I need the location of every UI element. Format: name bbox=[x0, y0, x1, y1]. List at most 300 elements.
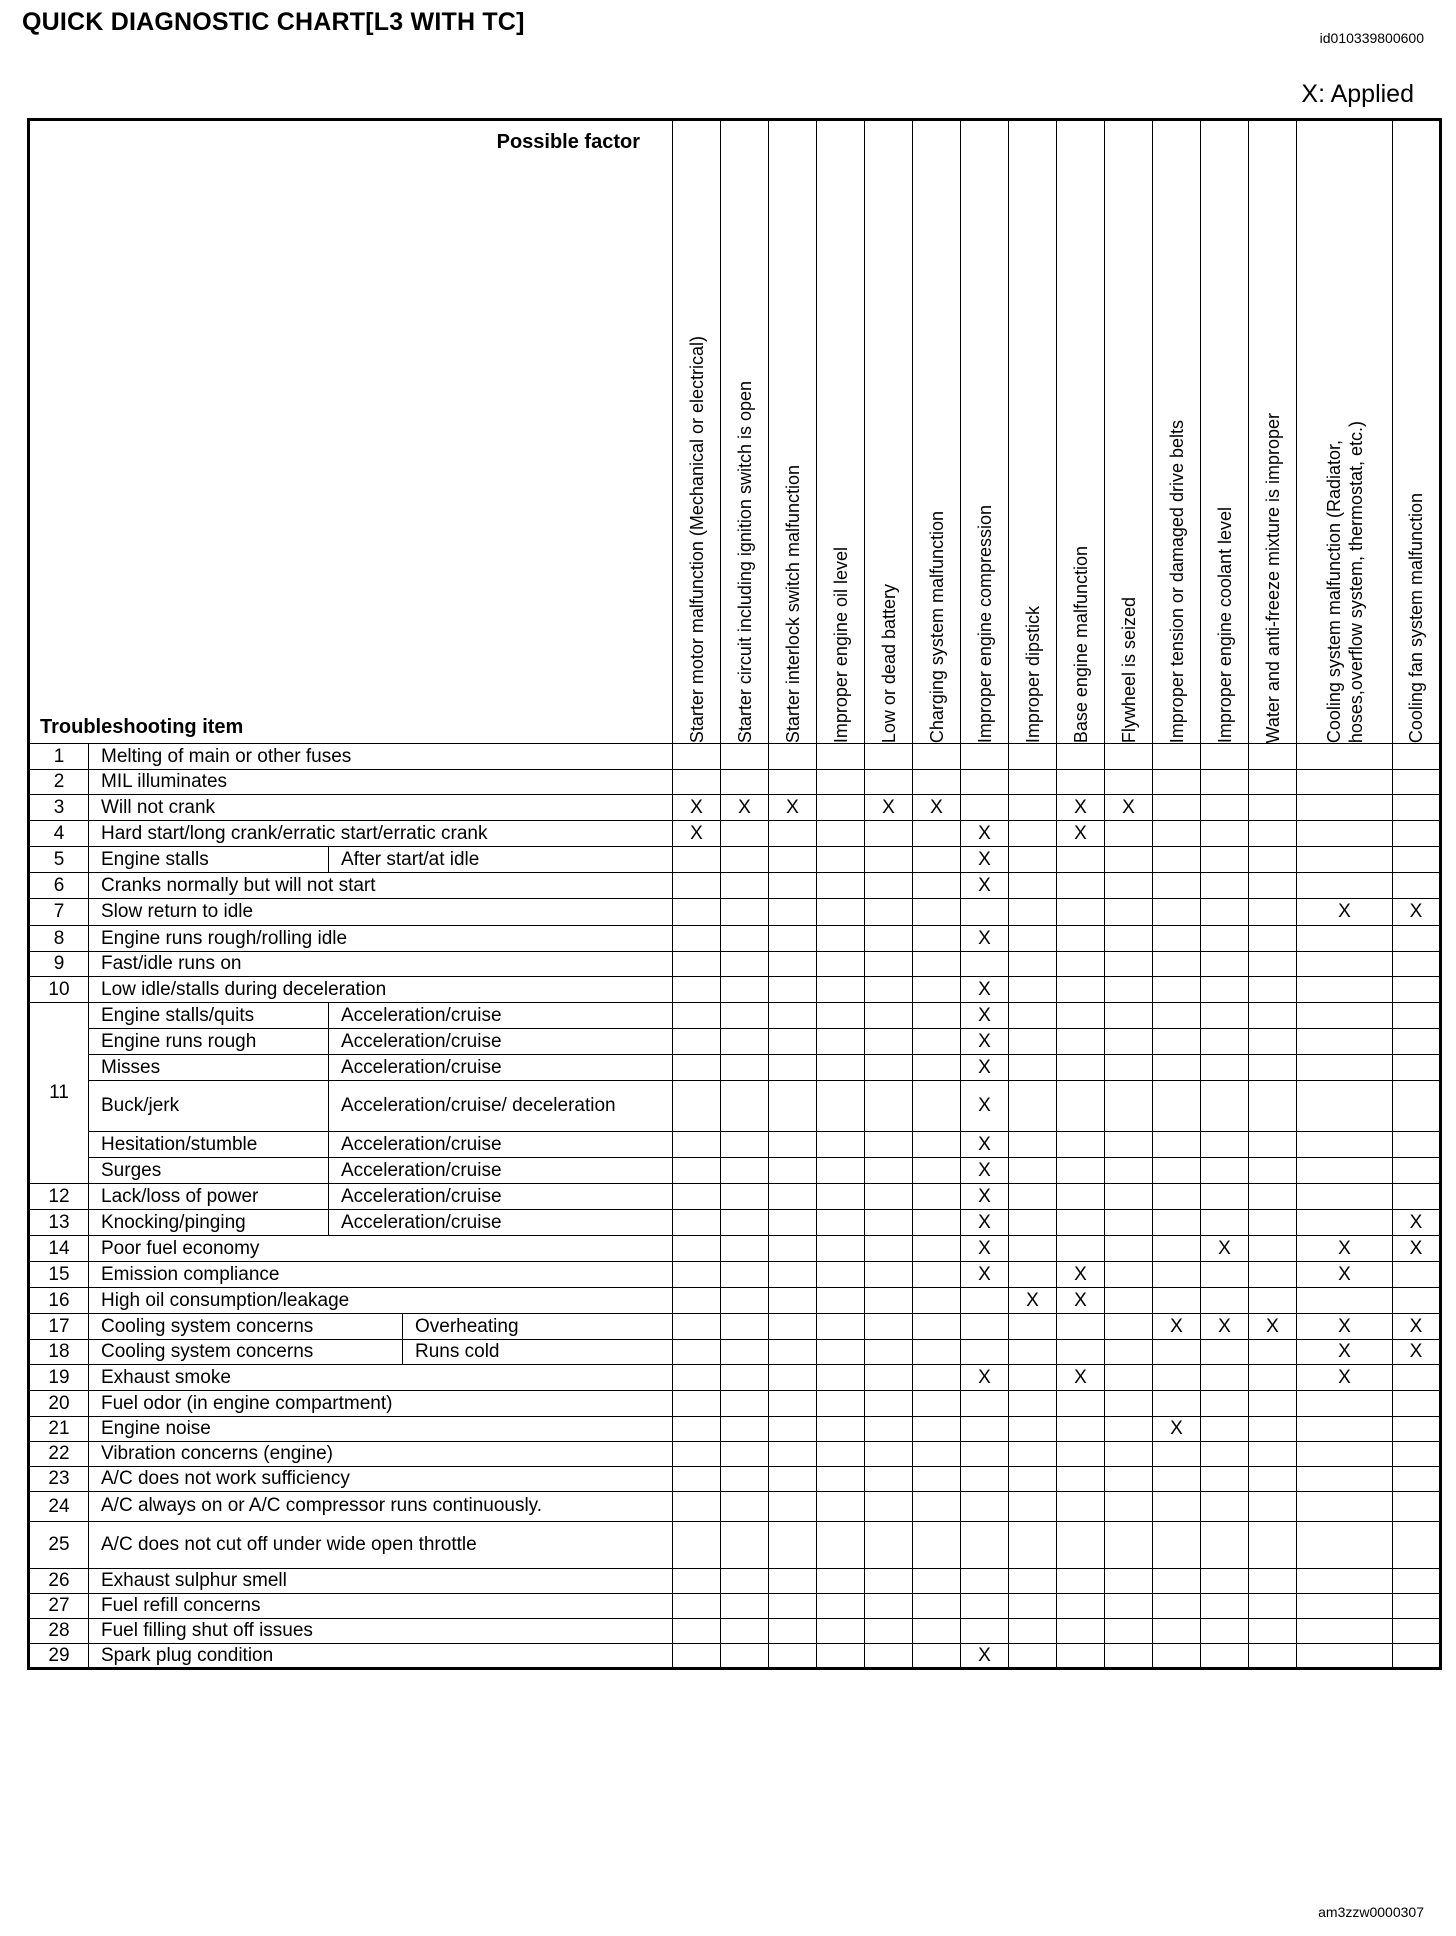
applied-mark: X bbox=[961, 821, 1009, 847]
factor-cell bbox=[1057, 1594, 1105, 1619]
factor-cell bbox=[769, 744, 817, 770]
header-corner-cell bbox=[29, 120, 673, 744]
factor-cell bbox=[817, 1365, 865, 1391]
applied-mark: X bbox=[721, 795, 769, 821]
diagnostic-chart-table bbox=[27, 118, 1442, 1670]
factor-cell bbox=[1297, 1029, 1393, 1055]
factor-cell bbox=[865, 1003, 913, 1029]
factor-cell bbox=[1153, 1236, 1201, 1262]
factor-cell bbox=[1105, 744, 1153, 770]
factor-cell bbox=[1393, 1055, 1441, 1081]
factor-cell bbox=[1393, 1594, 1441, 1619]
factor-cell bbox=[1153, 1619, 1201, 1644]
factor-cell bbox=[913, 1003, 961, 1029]
factor-cell bbox=[673, 873, 721, 899]
factor-cell bbox=[721, 873, 769, 899]
condition-cell: Acceleration/cruise bbox=[329, 1029, 673, 1055]
factor-cell bbox=[1393, 1417, 1441, 1442]
table-row bbox=[29, 1594, 1441, 1619]
factor-cell bbox=[1201, 847, 1249, 873]
row-number: 26 bbox=[29, 1569, 89, 1594]
factor-cell bbox=[1201, 744, 1249, 770]
factor-cell bbox=[1153, 1492, 1201, 1522]
header-row bbox=[29, 120, 1441, 744]
factor-cell bbox=[961, 1467, 1009, 1492]
factor-cell bbox=[1393, 1442, 1441, 1467]
factor-cell bbox=[1105, 1492, 1153, 1522]
factor-cell bbox=[865, 1619, 913, 1644]
factor-cell bbox=[1009, 1210, 1057, 1236]
factor-cell bbox=[1393, 1288, 1441, 1314]
factor-cell bbox=[865, 873, 913, 899]
factor-cell bbox=[1297, 926, 1393, 952]
factor-cell bbox=[721, 1210, 769, 1236]
condition-cell: Acceleration/cruise/ deceleration bbox=[329, 1081, 673, 1132]
factor-cell bbox=[721, 1081, 769, 1132]
factor-cell bbox=[721, 770, 769, 795]
factor-cell bbox=[721, 1184, 769, 1210]
factor-cell bbox=[817, 1262, 865, 1288]
factor-cell bbox=[1105, 1184, 1153, 1210]
factor-cell bbox=[1057, 1210, 1105, 1236]
factor-cell bbox=[673, 770, 721, 795]
factor-cell bbox=[721, 1467, 769, 1492]
factor-cell bbox=[721, 1417, 769, 1442]
factor-cell bbox=[817, 1467, 865, 1492]
figure-id: am3zzw0000307 bbox=[1318, 1904, 1424, 1920]
factor-cell bbox=[673, 1619, 721, 1644]
factor-cell bbox=[817, 1236, 865, 1262]
factor-cell bbox=[1297, 1132, 1393, 1158]
factor-cell bbox=[1297, 1644, 1393, 1669]
factor-cell bbox=[1105, 1391, 1153, 1417]
factor-cell bbox=[1393, 1619, 1441, 1644]
factor-cell bbox=[913, 1184, 961, 1210]
factor-cell bbox=[913, 821, 961, 847]
factor-cell bbox=[673, 744, 721, 770]
factor-cell bbox=[1057, 1003, 1105, 1029]
factor-cell bbox=[1201, 1619, 1249, 1644]
factor-cell bbox=[1057, 952, 1105, 977]
applied-mark: X bbox=[1297, 899, 1393, 926]
factor-label: Cooling system malfunction (Radiator, hoses,overflow system, thermostat, etc.) bbox=[1323, 420, 1366, 743]
factor-cell bbox=[769, 952, 817, 977]
factor-cell bbox=[1105, 977, 1153, 1003]
table-row bbox=[29, 744, 1441, 770]
applied-mark: X bbox=[1297, 1340, 1393, 1365]
troubleshooting-item: Engine runs rough bbox=[89, 1029, 329, 1055]
factor-cell bbox=[1009, 1340, 1057, 1365]
row-number: 7 bbox=[29, 899, 89, 926]
factor-cell bbox=[865, 1417, 913, 1442]
factor-cell bbox=[1201, 1522, 1249, 1569]
factor-cell bbox=[1201, 926, 1249, 952]
factor-cell bbox=[865, 1314, 913, 1340]
factor-cell bbox=[1009, 1055, 1057, 1081]
factor-cell bbox=[1009, 1262, 1057, 1288]
factor-cell bbox=[673, 1210, 721, 1236]
table-row bbox=[29, 821, 1441, 847]
factor-cell bbox=[1297, 1210, 1393, 1236]
factor-cell bbox=[1105, 899, 1153, 926]
factor-cell bbox=[865, 1365, 913, 1391]
factor-cell bbox=[913, 1391, 961, 1417]
factor-cell bbox=[1057, 1132, 1105, 1158]
factor-cell bbox=[1249, 821, 1297, 847]
troubleshooting-item: Exhaust smoke bbox=[89, 1365, 673, 1391]
factor-cell bbox=[913, 952, 961, 977]
factor-cell bbox=[1009, 1314, 1057, 1340]
factor-cell bbox=[1249, 1467, 1297, 1492]
factor-cell bbox=[673, 1081, 721, 1132]
table-row bbox=[29, 1340, 1441, 1365]
factor-cell bbox=[1393, 1522, 1441, 1569]
factor-cell bbox=[1153, 1184, 1201, 1210]
factor-cell bbox=[1153, 1391, 1201, 1417]
factor-cell bbox=[721, 1594, 769, 1619]
condition-cell: Acceleration/cruise bbox=[329, 1055, 673, 1081]
factor-cell bbox=[1153, 770, 1201, 795]
factor-cell bbox=[1249, 1569, 1297, 1594]
factor-cell bbox=[1057, 1391, 1105, 1417]
factor-cell bbox=[1009, 1492, 1057, 1522]
factor-cell bbox=[1297, 1442, 1393, 1467]
factor-label: Starter circuit including ignition switch is open bbox=[734, 380, 755, 743]
applied-mark: X bbox=[961, 1210, 1009, 1236]
factor-cell bbox=[961, 952, 1009, 977]
applied-mark: X bbox=[1153, 1314, 1201, 1340]
factor-cell bbox=[913, 1236, 961, 1262]
factor-header bbox=[769, 120, 817, 744]
applied-mark: X bbox=[1297, 1236, 1393, 1262]
factor-cell bbox=[769, 1314, 817, 1340]
factor-cell bbox=[913, 1262, 961, 1288]
applied-mark: X bbox=[1201, 1314, 1249, 1340]
factor-cell bbox=[1201, 1391, 1249, 1417]
factor-cell bbox=[1057, 1442, 1105, 1467]
factor-cell bbox=[721, 1314, 769, 1340]
factor-cell bbox=[769, 926, 817, 952]
factor-label: Low or dead battery bbox=[878, 583, 899, 743]
factor-cell bbox=[1105, 1210, 1153, 1236]
factor-cell bbox=[673, 899, 721, 926]
factor-cell bbox=[673, 1158, 721, 1184]
applied-mark: X bbox=[1057, 821, 1105, 847]
factor-cell bbox=[1009, 1391, 1057, 1417]
factor-cell bbox=[721, 1492, 769, 1522]
factor-cell bbox=[1009, 1417, 1057, 1442]
applied-mark: X bbox=[961, 926, 1009, 952]
troubleshooting-item: Misses bbox=[89, 1055, 329, 1081]
factor-cell bbox=[1249, 873, 1297, 899]
factor-cell bbox=[817, 1442, 865, 1467]
condition-cell: Acceleration/cruise bbox=[329, 1210, 673, 1236]
applied-mark: X bbox=[961, 1365, 1009, 1391]
factor-cell bbox=[865, 1236, 913, 1262]
factor-cell bbox=[1249, 1236, 1297, 1262]
factor-cell bbox=[817, 1569, 865, 1594]
document-id: id010339800600 bbox=[1319, 30, 1424, 46]
factor-cell bbox=[1057, 847, 1105, 873]
troubleshooting-item: A/C always on or A/C compressor runs continuously. bbox=[89, 1492, 673, 1522]
factor-label: Starter interlock switch malfunction bbox=[782, 464, 803, 743]
applied-mark: X bbox=[961, 1029, 1009, 1055]
factor-cell bbox=[673, 1417, 721, 1442]
factor-cell bbox=[865, 1081, 913, 1132]
factor-cell bbox=[1297, 952, 1393, 977]
factor-cell bbox=[817, 821, 865, 847]
factor-cell bbox=[769, 847, 817, 873]
factor-header bbox=[673, 120, 721, 744]
condition-cell: Acceleration/cruise bbox=[329, 1003, 673, 1029]
factor-cell bbox=[1057, 977, 1105, 1003]
factor-cell bbox=[721, 1569, 769, 1594]
factor-cell bbox=[673, 1569, 721, 1594]
factor-cell bbox=[673, 847, 721, 873]
applied-mark: X bbox=[769, 795, 817, 821]
factor-cell bbox=[769, 1081, 817, 1132]
factor-header bbox=[721, 120, 769, 744]
factor-cell bbox=[769, 1569, 817, 1594]
table-row bbox=[29, 770, 1441, 795]
factor-cell bbox=[1297, 795, 1393, 821]
condition-cell: Overheating bbox=[403, 1314, 673, 1340]
factor-cell bbox=[1105, 821, 1153, 847]
factor-cell bbox=[1153, 1158, 1201, 1184]
factor-cell bbox=[721, 1158, 769, 1184]
factor-cell bbox=[1009, 1619, 1057, 1644]
factor-cell bbox=[1105, 1644, 1153, 1669]
factor-cell bbox=[673, 1314, 721, 1340]
factor-cell bbox=[1153, 821, 1201, 847]
factor-cell bbox=[1297, 1158, 1393, 1184]
factor-cell bbox=[817, 1132, 865, 1158]
factor-cell bbox=[817, 926, 865, 952]
applied-mark: X bbox=[961, 1236, 1009, 1262]
factor-cell bbox=[1297, 1594, 1393, 1619]
table-row bbox=[29, 899, 1441, 926]
troubleshooting-item: High oil consumption/leakage bbox=[89, 1288, 673, 1314]
factor-cell bbox=[1105, 873, 1153, 899]
table-row bbox=[29, 977, 1441, 1003]
factor-cell bbox=[1249, 952, 1297, 977]
factor-cell bbox=[1201, 1003, 1249, 1029]
factor-cell bbox=[817, 873, 865, 899]
factor-cell bbox=[817, 1314, 865, 1340]
factor-cell bbox=[1297, 977, 1393, 1003]
troubleshooting-item: Fuel refill concerns bbox=[89, 1594, 673, 1619]
troubleshooting-item: MIL illuminates bbox=[89, 770, 673, 795]
row-number: 2 bbox=[29, 770, 89, 795]
applied-mark: X bbox=[1057, 1365, 1105, 1391]
factor-label: Base engine malfunction bbox=[1070, 545, 1091, 743]
factor-cell bbox=[1153, 873, 1201, 899]
factor-cell bbox=[769, 1467, 817, 1492]
table-row bbox=[29, 1314, 1441, 1340]
factor-cell bbox=[1009, 795, 1057, 821]
row-number: 17 bbox=[29, 1314, 89, 1340]
factor-cell bbox=[1009, 1158, 1057, 1184]
factor-cell bbox=[1057, 1522, 1105, 1569]
condition-cell: Acceleration/cruise bbox=[329, 1184, 673, 1210]
troubleshooting-item: Engine stalls bbox=[89, 847, 329, 873]
factor-cell bbox=[1009, 1029, 1057, 1055]
factor-cell bbox=[1153, 1644, 1201, 1669]
factor-cell bbox=[1249, 1210, 1297, 1236]
factor-cell bbox=[1009, 926, 1057, 952]
factor-cell bbox=[769, 873, 817, 899]
factor-cell bbox=[673, 1467, 721, 1492]
factor-cell bbox=[817, 1522, 865, 1569]
factor-cell bbox=[1105, 1340, 1153, 1365]
factor-cell bbox=[913, 1522, 961, 1569]
applied-mark: X bbox=[1057, 795, 1105, 821]
table-row bbox=[29, 1210, 1441, 1236]
row-number: 27 bbox=[29, 1594, 89, 1619]
applied-mark: X bbox=[1201, 1236, 1249, 1262]
factor-cell bbox=[817, 977, 865, 1003]
applied-mark: X bbox=[1297, 1262, 1393, 1288]
factor-label: Flywheel is seized bbox=[1118, 596, 1139, 743]
troubleshooting-item-label: Troubleshooting item bbox=[40, 716, 244, 738]
factor-cell bbox=[1201, 1365, 1249, 1391]
factor-cell bbox=[817, 1081, 865, 1132]
applied-mark: X bbox=[913, 795, 961, 821]
factor-cell bbox=[673, 1288, 721, 1314]
table-row bbox=[29, 1055, 1441, 1081]
applied-mark: X bbox=[1393, 899, 1441, 926]
factor-cell bbox=[1297, 847, 1393, 873]
factor-cell bbox=[769, 1417, 817, 1442]
factor-cell bbox=[721, 952, 769, 977]
row-number: 19 bbox=[29, 1365, 89, 1391]
factor-cell bbox=[1201, 1132, 1249, 1158]
factor-cell bbox=[1153, 795, 1201, 821]
factor-cell bbox=[961, 1340, 1009, 1365]
factor-cell bbox=[865, 899, 913, 926]
factor-cell bbox=[1393, 821, 1441, 847]
factor-cell bbox=[913, 1340, 961, 1365]
factor-cell bbox=[721, 847, 769, 873]
factor-cell bbox=[721, 1003, 769, 1029]
factor-header bbox=[1009, 120, 1057, 744]
factor-cell bbox=[769, 1236, 817, 1262]
factor-cell bbox=[1105, 1442, 1153, 1467]
factor-cell bbox=[673, 926, 721, 952]
factor-cell bbox=[817, 1029, 865, 1055]
factor-cell bbox=[913, 1055, 961, 1081]
factor-cell bbox=[1201, 1417, 1249, 1442]
factor-cell bbox=[721, 1262, 769, 1288]
factor-cell bbox=[1153, 899, 1201, 926]
factor-cell bbox=[1153, 1594, 1201, 1619]
factor-cell bbox=[1153, 1210, 1201, 1236]
table-row bbox=[29, 1365, 1441, 1391]
factor-cell bbox=[817, 952, 865, 977]
factor-cell bbox=[1297, 1619, 1393, 1644]
table-row bbox=[29, 795, 1441, 821]
factor-cell bbox=[1057, 1158, 1105, 1184]
factor-cell bbox=[865, 1262, 913, 1288]
factor-cell bbox=[961, 1288, 1009, 1314]
factor-cell bbox=[865, 1492, 913, 1522]
factor-cell bbox=[817, 1003, 865, 1029]
legend: X: Applied bbox=[1301, 80, 1414, 108]
factor-header bbox=[1057, 120, 1105, 744]
factor-cell bbox=[865, 1391, 913, 1417]
factor-cell bbox=[769, 1210, 817, 1236]
factor-cell bbox=[769, 1644, 817, 1669]
factor-cell bbox=[1153, 1262, 1201, 1288]
table-row bbox=[29, 1522, 1441, 1569]
factor-cell bbox=[1009, 873, 1057, 899]
factor-cell bbox=[1393, 1391, 1441, 1417]
factor-cell bbox=[817, 1619, 865, 1644]
row-number: 15 bbox=[29, 1262, 89, 1288]
factor-cell bbox=[673, 952, 721, 977]
factor-cell bbox=[1249, 1158, 1297, 1184]
factor-cell bbox=[1057, 1492, 1105, 1522]
factor-cell bbox=[1297, 1055, 1393, 1081]
troubleshooting-item: Engine noise bbox=[89, 1417, 673, 1442]
chart-title: QUICK DIAGNOSTIC CHART[L3 WITH TC] bbox=[22, 8, 525, 36]
row-number: 3 bbox=[29, 795, 89, 821]
factor-cell bbox=[1105, 1569, 1153, 1594]
factor-cell bbox=[1249, 1003, 1297, 1029]
applied-mark: X bbox=[1009, 1288, 1057, 1314]
condition-cell: After start/at idle bbox=[329, 847, 673, 873]
factor-cell bbox=[673, 1391, 721, 1417]
factor-cell bbox=[1057, 1417, 1105, 1442]
troubleshooting-item: Buck/jerk bbox=[89, 1081, 329, 1132]
factor-cell bbox=[721, 926, 769, 952]
factor-cell bbox=[817, 1288, 865, 1314]
factor-cell bbox=[769, 770, 817, 795]
factor-cell bbox=[721, 1522, 769, 1569]
factor-label: Starter motor malfunction (Mechanical or electrical) bbox=[686, 335, 707, 743]
factor-cell bbox=[1201, 977, 1249, 1003]
factor-cell bbox=[961, 899, 1009, 926]
factor-cell bbox=[1393, 1081, 1441, 1132]
applied-mark: X bbox=[1153, 1417, 1201, 1442]
factor-cell bbox=[721, 1391, 769, 1417]
factor-cell bbox=[1105, 1314, 1153, 1340]
factor-cell bbox=[913, 899, 961, 926]
factor-cell bbox=[961, 770, 1009, 795]
row-number: 6 bbox=[29, 873, 89, 899]
factor-cell bbox=[817, 1594, 865, 1619]
row-number: 16 bbox=[29, 1288, 89, 1314]
table-row bbox=[29, 1569, 1441, 1594]
row-number: 20 bbox=[29, 1391, 89, 1417]
factor-cell bbox=[1201, 1569, 1249, 1594]
factor-cell bbox=[1057, 1236, 1105, 1262]
factor-cell bbox=[1105, 1365, 1153, 1391]
applied-mark: X bbox=[961, 1003, 1009, 1029]
factor-cell bbox=[769, 1029, 817, 1055]
applied-mark: X bbox=[673, 821, 721, 847]
factor-cell bbox=[1297, 770, 1393, 795]
factor-label: Water and anti-freeze mixture is improper bbox=[1262, 412, 1283, 743]
factor-cell bbox=[1393, 847, 1441, 873]
factor-cell bbox=[1393, 795, 1441, 821]
table-row bbox=[29, 1029, 1441, 1055]
factor-cell bbox=[865, 1158, 913, 1184]
factor-cell bbox=[1393, 977, 1441, 1003]
factor-cell bbox=[913, 926, 961, 952]
factor-cell bbox=[1393, 1184, 1441, 1210]
factor-header bbox=[817, 120, 865, 744]
